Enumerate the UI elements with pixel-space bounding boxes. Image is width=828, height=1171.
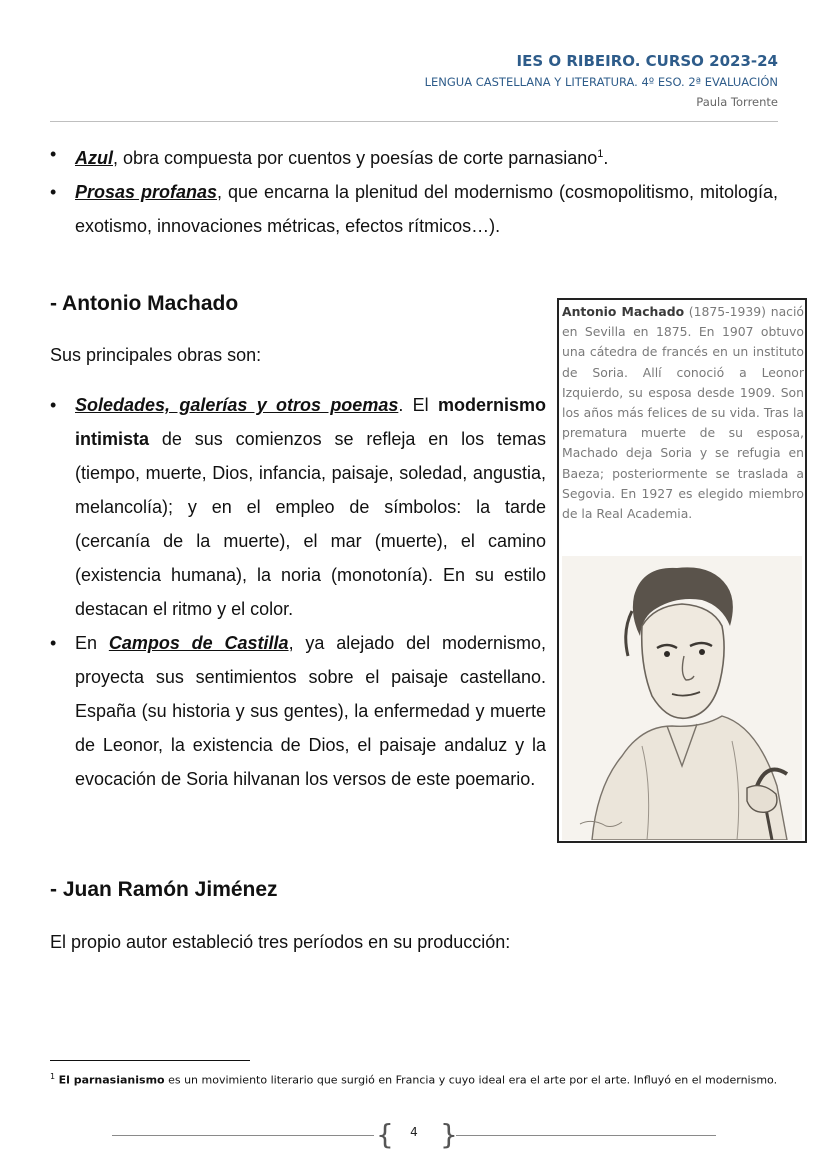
section-title-machado: - Antonio Machado (50, 292, 239, 315)
page-number: 4 (410, 1125, 418, 1139)
bold-term: modernismo intimista (75, 395, 546, 449)
footnote-separator (50, 1060, 250, 1061)
page-footer-line-right (456, 1135, 716, 1136)
footnote-term: El parnasianismo (58, 1073, 165, 1087)
page-footer-line-left (112, 1135, 374, 1136)
list-item-prosas (50, 175, 778, 243)
header-subject: LENGUA CASTELLANA Y LITERATURA. 4º ESO. 2ª EVALUACIÓN (424, 75, 778, 89)
work-title-campos: Campos de Castilla (108, 633, 289, 653)
jimenez-intro: El propio autor estableció tres períodos en su producción: (50, 932, 511, 952)
bullet-icon: • (50, 182, 57, 202)
work-title-soledades: Soledades, galerías y otros poemas (75, 395, 399, 415)
machado-portrait-image (562, 556, 802, 840)
page-header (38, 50, 778, 112)
biography-name: Antonio Machado (562, 304, 685, 319)
work-title-prosas: Prosas profanas (75, 182, 218, 202)
biography-text (562, 302, 804, 524)
footnote-ref: 1 (597, 148, 604, 160)
dario-works-list (50, 137, 778, 243)
footnote-number: 1 (50, 1072, 56, 1081)
list-item-azul (50, 137, 778, 175)
header-author: Paula Torrente (696, 95, 778, 109)
bullet-icon: • (50, 395, 57, 415)
bullet-icon: • (50, 633, 57, 653)
footnote (50, 1068, 780, 1089)
item-text: , que encarna la plenitud del modernismo (cosmopolitismo, mitología, exotismo, innovaciones métricas, efectos rítmicos…). (75, 182, 779, 236)
item-end: . (603, 148, 609, 168)
item-text: , ya alejado del modernismo, proyecta sus sentimientos sobre el paisaje castellano. España (su historia y sus gentes), la enfermedad y muerte de Leonor, la existencia de Dios, el paisaje andaluz y la evocación de Soria hilvanan los versos de este poemario. (75, 633, 546, 789)
item-text: En (75, 633, 109, 653)
machado-works-list (50, 388, 546, 796)
section-title-jimenez: - Juan Ramón Jiménez (50, 878, 278, 901)
item-text: . El (398, 395, 438, 415)
left-brace-icon: { (376, 1118, 394, 1151)
right-brace-icon: } (440, 1118, 458, 1151)
header-school: IES O RIBEIRO. CURSO 2023-24 (516, 52, 778, 70)
item-text: , obra compuesta por cuentos y poesías de corte parnasiano (113, 148, 598, 168)
header-rule (50, 121, 778, 122)
biography-body: (1875-1939) nació en Sevilla en 1875. En 1907 obtuvo una cátedra de francés en un instituto de Soria. Allí conoció a Leonor Izquierdo, su esposa desde 1909. Son los años más felices de su vida. Tras la prematura muerte de su esposa, Machado deja Soria y se refugia en Baeza; posteriormente se traslada a Segovia. En 1927 es elegido miembro de la Real Academia. (562, 304, 804, 522)
bullet-icon: • (50, 144, 57, 164)
list-item-campos (50, 626, 546, 796)
machado-intro: Sus principales obras son: (50, 345, 262, 365)
item-text: de sus comienzos se refleja en los temas (tiempo, muerte, Dios, infancia, paisaje, soledad, angustia, melancolía); y en el empleo de símbolos: la tarde (cercanía de la muerte), el mar (muerte), el camino (existencia humana), la noria (monotonía). En su estilo destacan el ritmo y el color. (75, 429, 546, 619)
biography-box (557, 298, 807, 843)
work-title-azul: Azul (75, 148, 113, 168)
list-item-soledades (50, 388, 546, 626)
footnote-text: es un movimiento literario que surgió en Francia y cuyo ideal era el arte por el arte. Influyó en el modernismo. (164, 1073, 778, 1087)
